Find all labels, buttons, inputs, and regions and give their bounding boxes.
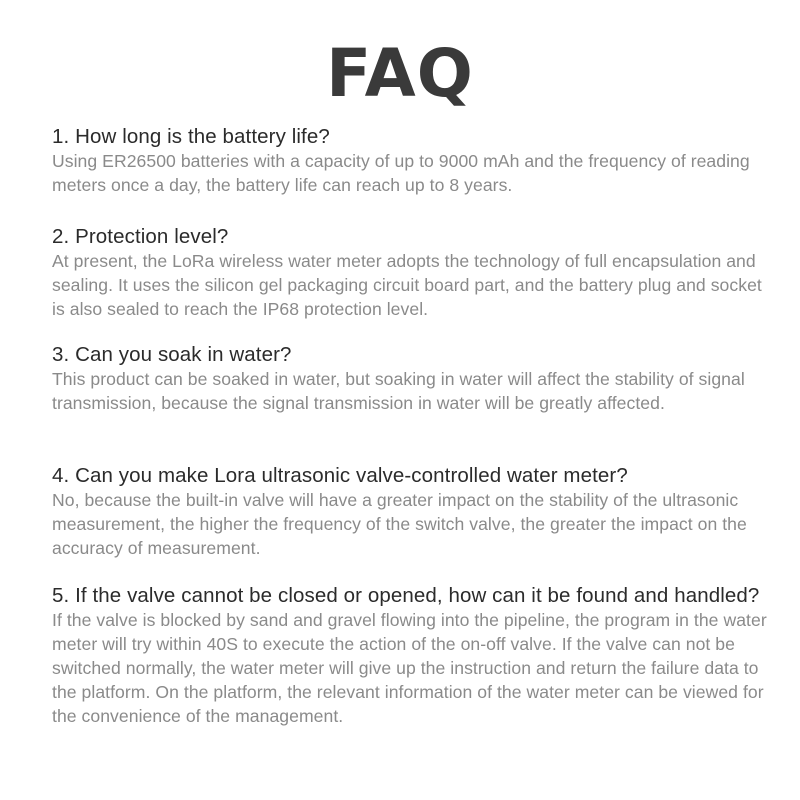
faq-answer: This product can be soaked in water, but soaking in water will affect the stability of signal transmission, because the signal transmission in water will be greatly affected. xyxy=(52,369,745,413)
faq-question: 1. How long is the battery life? xyxy=(52,125,330,148)
faq-item xyxy=(52,225,772,321)
faq-answer: At present, the LoRa wireless water meter adopts the technology of full encapsulation and sealing. It uses the silicon gel packaging circuit board part, and the battery plug and socket is also sealed to reach the IP68 protection level. xyxy=(52,251,762,319)
faq-answer: If the valve is blocked by sand and gravel flowing into the pipeline, the program in the water meter will try within 40S to execute the action of the on-off valve. If the valve can not be switched normally, the water meter will give up the instruction and return the failure data to the platform. On the platform, the relevant information of the water meter can be viewed for the convenience of the management. xyxy=(52,610,767,726)
faq-question: 3. Can you soak in water? xyxy=(52,343,292,366)
faq-item xyxy=(52,125,772,197)
faq-answer: No, because the built-in valve will have a greater impact on the stability of the ultrasonic measurement, the higher the frequency of the switch valve, the greater the impact on the accuracy of measurement. xyxy=(52,490,747,558)
faq-question: 2. Protection level? xyxy=(52,225,229,248)
faq-question: 4. Can you make Lora ultrasonic valve-controlled water meter? xyxy=(52,464,628,487)
faq-item xyxy=(52,464,772,560)
faq-question: 5. If the valve cannot be closed or opened, how can it be found and handled? xyxy=(52,584,760,607)
page-title: FAQ xyxy=(326,35,474,112)
faq-answer: Using ER26500 batteries with a capacity of up to 9000 mAh and the frequency of reading meters once a day, the battery life can reach up to 8 years. xyxy=(52,151,750,195)
faq-item xyxy=(52,584,772,728)
faq-item xyxy=(52,343,772,415)
